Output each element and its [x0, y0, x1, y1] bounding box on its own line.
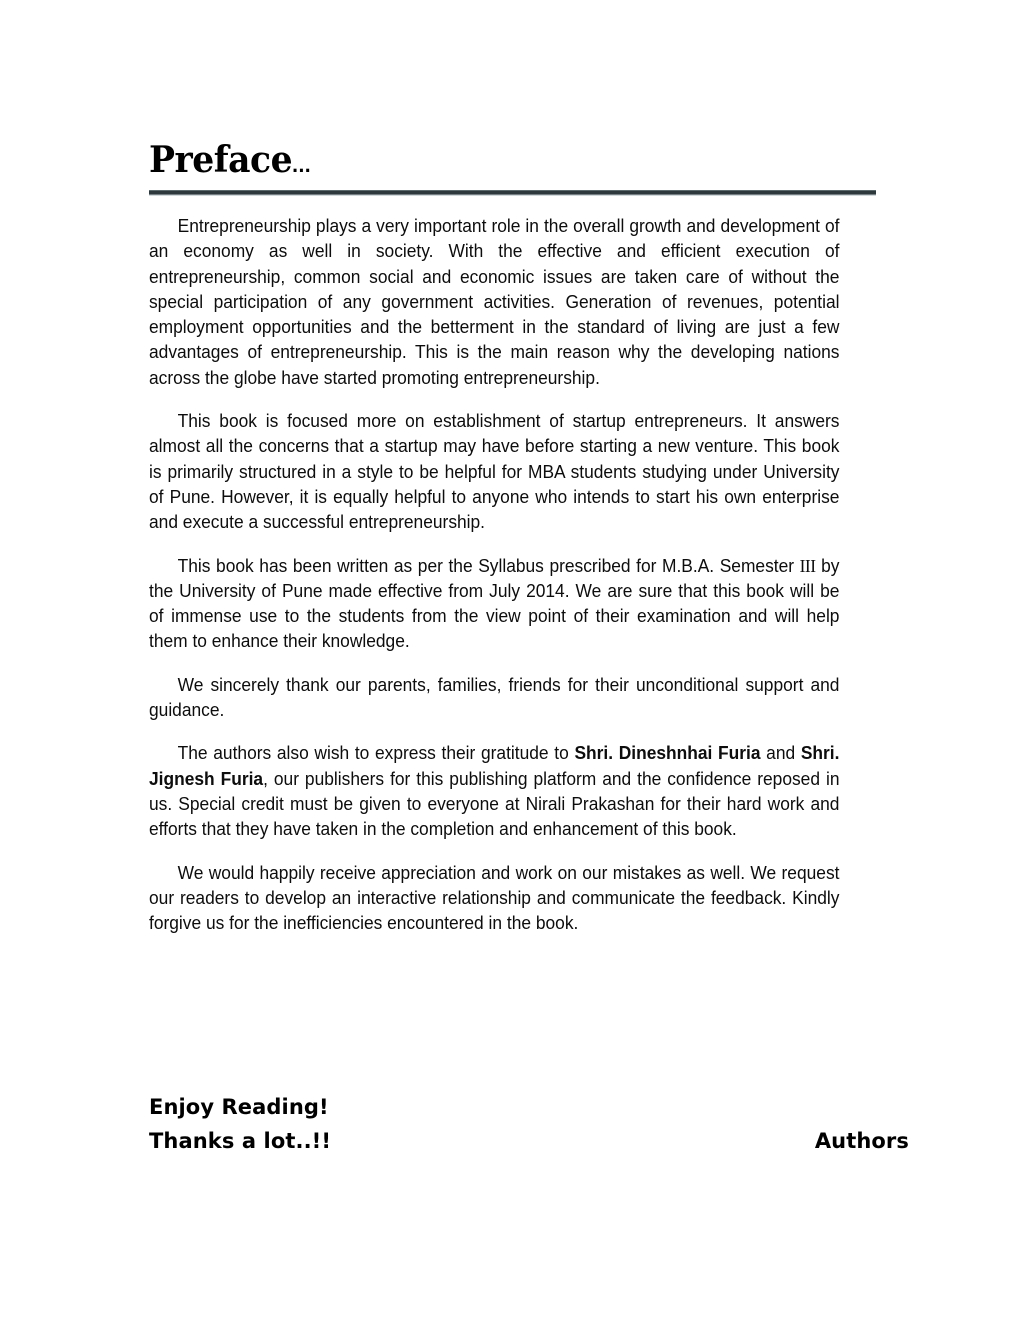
- enjoy-reading-text: Enjoy Reading!: [149, 1095, 329, 1119]
- publisher-name-2: Shri. Jignesh Furia: [149, 743, 840, 789]
- preface-heading-block: [149, 140, 872, 196]
- thanks-a-lot-text: Thanks a lot..!!: [149, 1129, 332, 1153]
- paragraph-3-part-3: by the University of Pune made effective from July 2014. We are sure that this book will be of immense use to the students from the view point of their examination and will help them to enhance their knowledge.: [149, 555, 840, 652]
- title-divider: [149, 190, 876, 196]
- semester-roman-numeral: III: [799, 555, 816, 576]
- paragraph-5-part-5: , our publishers for this publishing platform and the confidence reposed in us. Special credit must be given to everyone at Nirali Prakashan for their hard work and efforts that they have taken in the completion and enhancement of this book.: [149, 768, 840, 840]
- page-title: [149, 140, 843, 187]
- paragraph-5-part-3: and: [760, 743, 801, 764]
- closing-block: [149, 1090, 909, 1158]
- closing-line-2: [149, 1124, 909, 1158]
- page-title-text: Preface: [149, 139, 293, 181]
- paragraph-5: [149, 741, 839, 842]
- paragraph-3-part-1: This book has been written as per the Syllabus prescribed for M.B.A. Semester: [177, 555, 800, 576]
- paragraph-4: We sincerely thank our parents, families, friends for their unconditional support and guidance.: [149, 674, 840, 721]
- paragraph-1: Entrepreneurship plays a very important role in the overall growth and development of an economy as well in society. With the effective and efficient execution of entrepreneurship, common social and economic issues are taken care of without the special participation of any government activities. Generation of revenues, potential employment opportunities and the betterment in the standard of living are just a few advantages of entrepreneurship. This is the main reason why the developing nations across the globe have started promoting entrepreneurship.: [149, 216, 840, 388]
- preface-body: [149, 214, 872, 936]
- paragraph-6: We would happily receive appreciation and work on our mistakes as well. We request our readers to develop an interactive relationship and communicate the feedback. Kindly forgive us for the inefficiencies encountered in the book.: [149, 862, 840, 934]
- paragraph-3: [149, 554, 839, 655]
- closing-line-1: [149, 1090, 909, 1124]
- paragraph-2: This book is focused more on establishment of startup entrepreneurs. It answers almost all the concerns that a startup may have before starting a new venture. This book is primarily structured in a style to be helpful for MBA students studying under University of Pune. However, it is equally helpful to anyone who intends to start his own enterprise and execute a successful entrepreneurship.: [149, 411, 840, 533]
- page-title-ellipsis: ...: [292, 152, 312, 177]
- publisher-name-1: Shri. Dineshnhai Furia: [574, 743, 761, 764]
- authors-signature: Authors: [814, 1129, 909, 1153]
- paragraph-5-part-1: The authors also wish to express their gratitude to: [177, 743, 575, 764]
